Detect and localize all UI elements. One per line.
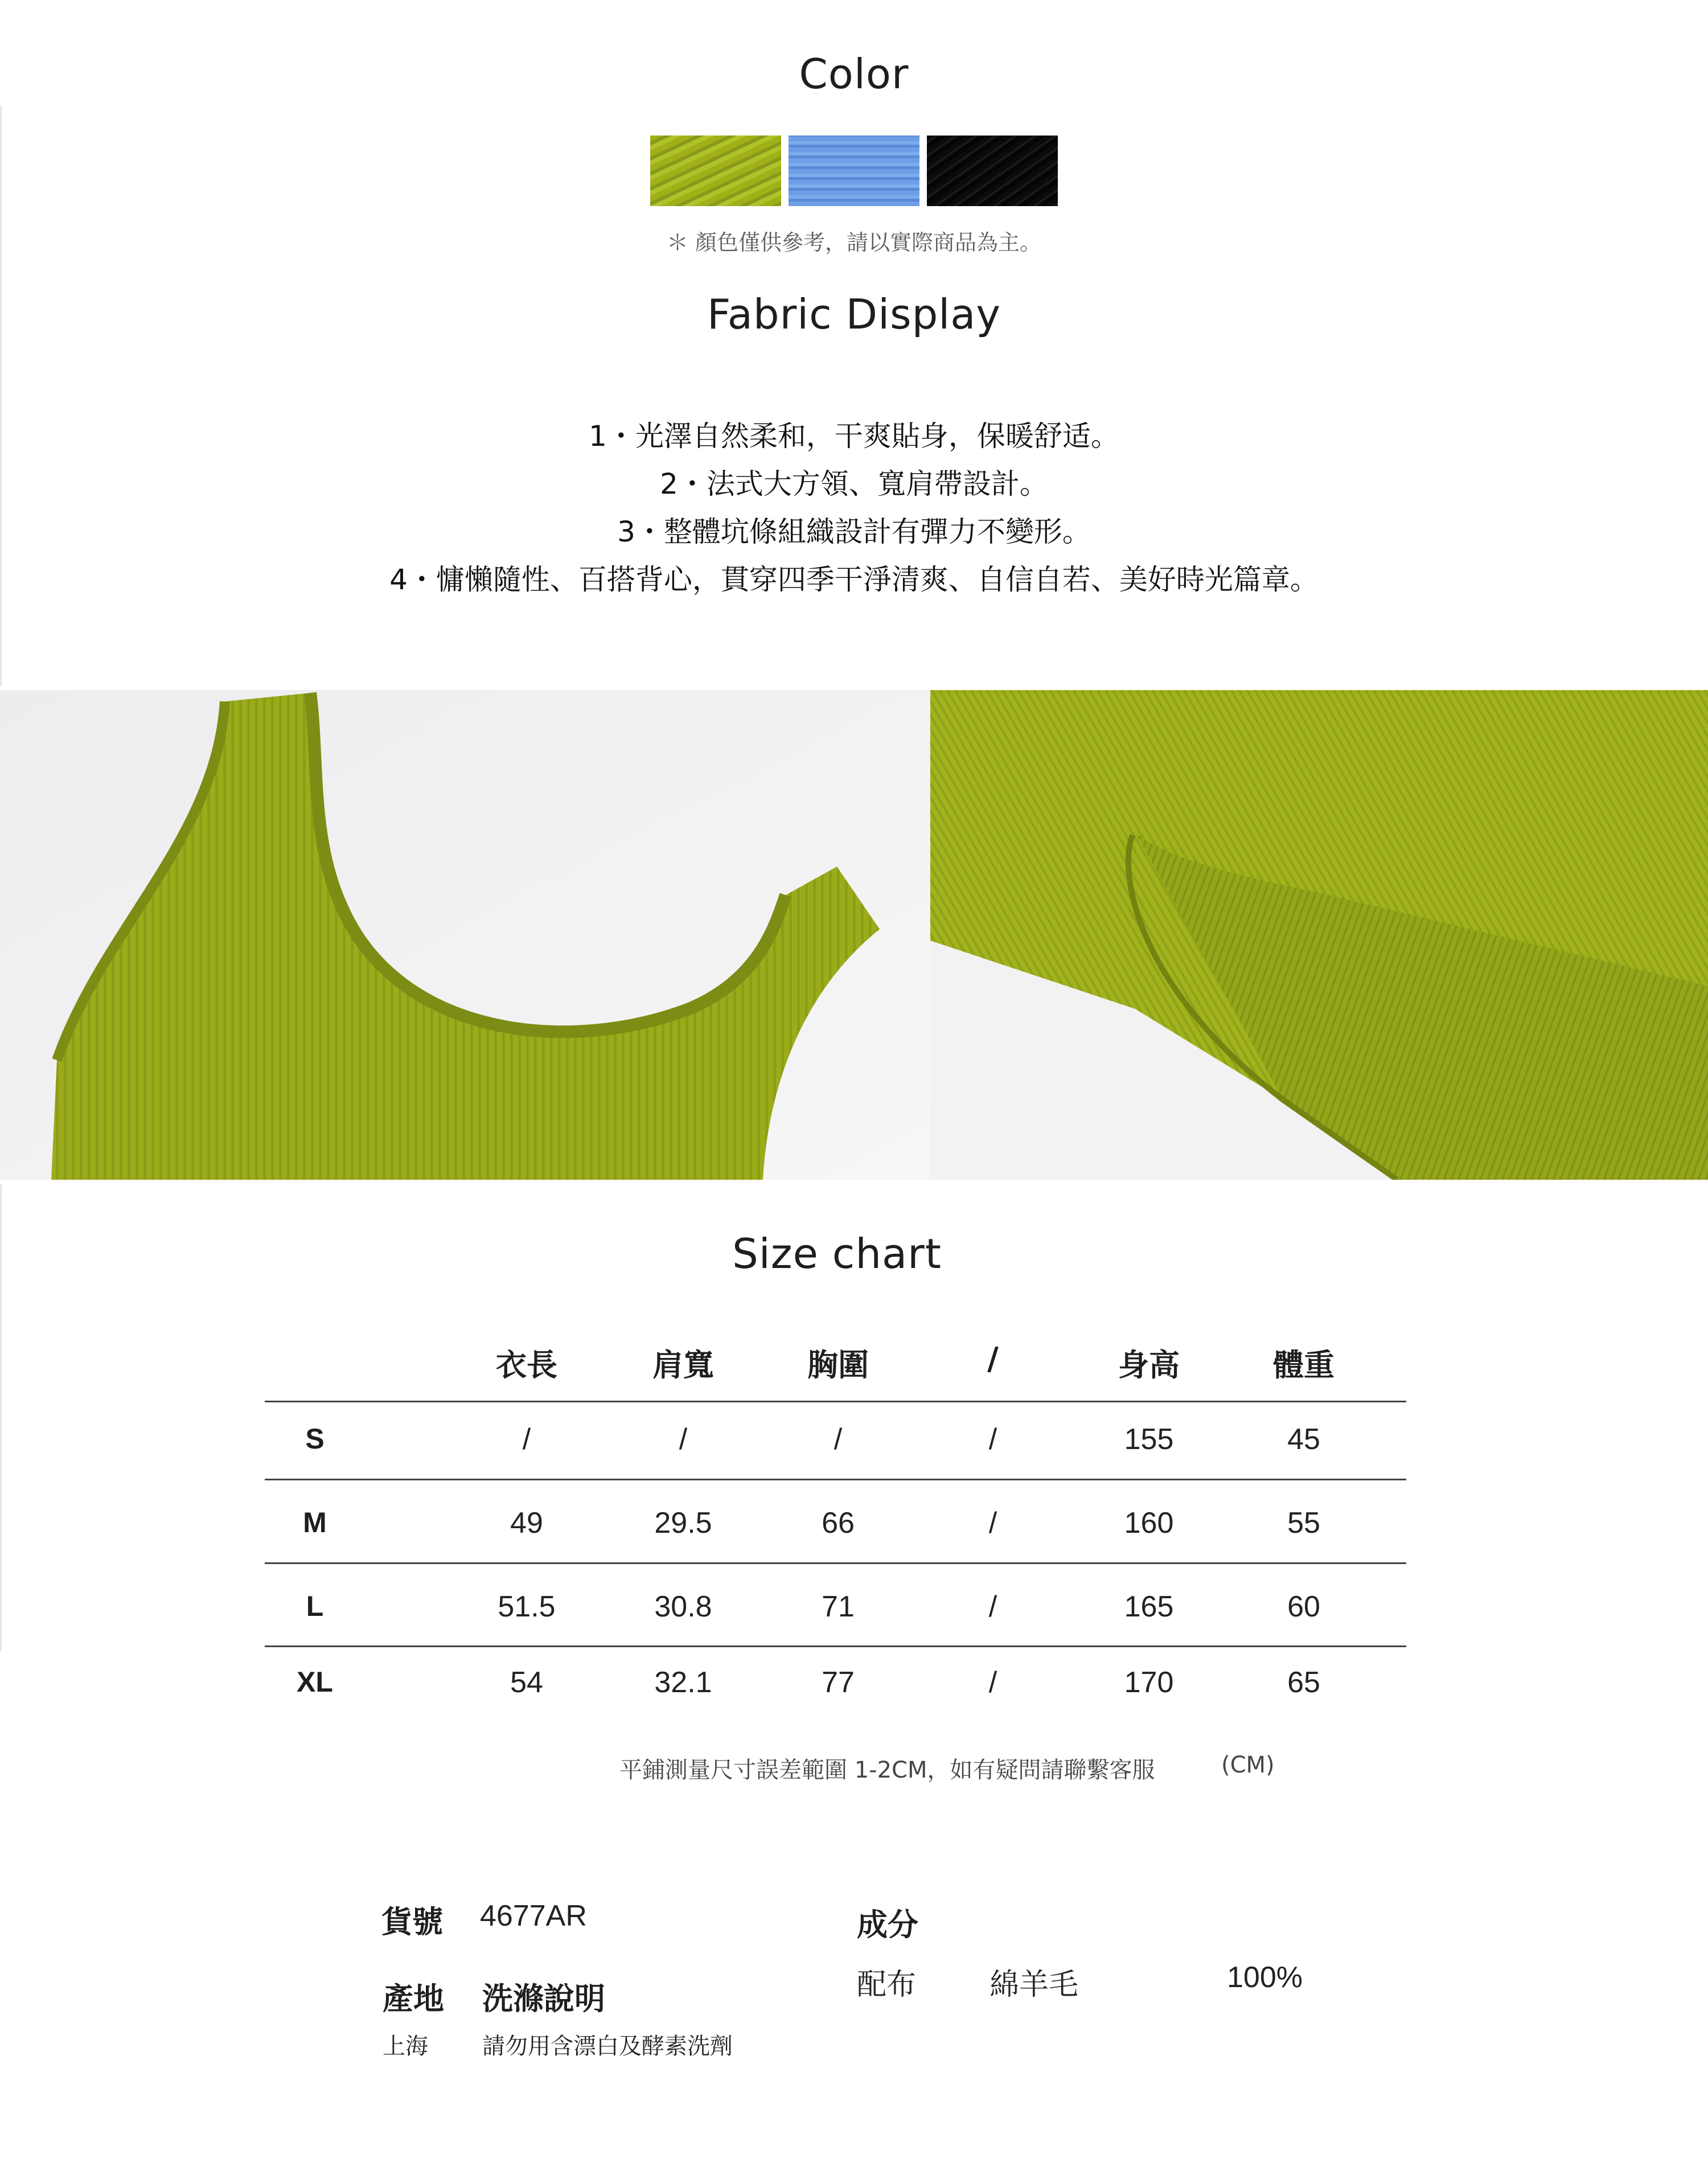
feature-item: 1・光澤自然柔和，干爽貼身，保暖舒适。: [589, 420, 1119, 453]
color-title: Color: [799, 50, 909, 98]
table-divider: [265, 1479, 1406, 1480]
table-cell: 170: [1124, 1666, 1174, 1699]
header-length: 衣長: [496, 1347, 557, 1383]
header-blank: /: [987, 1341, 999, 1377]
table-divider: [265, 1562, 1406, 1564]
feature-item: 2・法式大方領、寬肩帶設計。: [660, 467, 1048, 500]
header-weight: 體重: [1273, 1347, 1335, 1383]
header-chest: 胸圍: [807, 1347, 869, 1383]
feature-item: 4・慵懶隨性、百搭背心，貫穿四季干淨清爽、自信自若、美好時光篇章。: [389, 563, 1319, 596]
table-cell: 77: [822, 1666, 855, 1699]
table-cell: 32.1: [654, 1666, 712, 1699]
table-cell: /: [679, 1423, 688, 1456]
table-cell: 71: [822, 1590, 855, 1623]
sku-value: 4677AR: [480, 1899, 587, 1932]
origin-label: 產地: [383, 1981, 444, 2017]
table-cell: 65: [1287, 1666, 1320, 1699]
table-cell: 54: [510, 1666, 543, 1699]
table-cell: /: [988, 1423, 997, 1456]
table-cell: 155: [1124, 1423, 1174, 1456]
sku-label: 貨號: [381, 1904, 443, 1940]
size-label-xl: XL: [297, 1666, 333, 1698]
black-swatch[interactable]: [927, 136, 1058, 206]
table-cell: /: [834, 1423, 843, 1456]
table-cell: /: [988, 1507, 997, 1540]
table-cell: 30.8: [654, 1590, 712, 1623]
composition-percent: 100%: [1227, 1961, 1303, 1994]
table-cell: 60: [1287, 1590, 1320, 1623]
header-height: 身高: [1118, 1347, 1180, 1383]
care-value: 請勿用含漂白及酵素洗劑: [482, 2033, 733, 2059]
composition-part: 配布: [857, 1968, 917, 2002]
table-divider: [265, 1401, 1406, 1402]
table-cell: 51.5: [498, 1590, 556, 1623]
table-cell: 160: [1124, 1507, 1174, 1540]
blue-swatch[interactable]: [789, 136, 919, 206]
fabric-title: Fabric Display: [707, 290, 1001, 338]
size-label-s: S: [305, 1423, 325, 1455]
header-shoulder: 肩寬: [652, 1347, 714, 1383]
feature-list: [0, 412, 1708, 604]
table-cell: /: [522, 1423, 531, 1456]
table-cell: 49: [510, 1507, 543, 1540]
garment-neckline-photo: [0, 690, 930, 1180]
origin-value: 上海: [383, 2033, 428, 2059]
table-cell: 29.5: [654, 1507, 712, 1540]
green-swatch[interactable]: [650, 136, 781, 206]
care-label: 洗滌說明: [482, 1981, 605, 2017]
table-cell: /: [988, 1590, 997, 1623]
size-chart-title: Size chart: [732, 1230, 942, 1278]
size-label-m: M: [303, 1507, 327, 1538]
unit-label: (CM): [1221, 1752, 1275, 1778]
measurement-note: 平鋪測量尺寸誤差範圍 1-2CM，如有疑問請聯繫客服: [619, 1757, 1155, 1783]
table-cell: 165: [1124, 1590, 1174, 1623]
color-note: ＊ 顏色僅供參考，請以實際商品為主。: [666, 230, 1042, 255]
size-label-l: L: [306, 1590, 324, 1622]
table-cell: 66: [822, 1507, 855, 1540]
composition-material: 綿羊毛: [990, 1968, 1079, 2002]
table-cell: 45: [1287, 1423, 1320, 1456]
fabric-closeup-photo: [930, 690, 1708, 1180]
table-cell: 55: [1287, 1507, 1320, 1540]
composition-label: 成分: [857, 1907, 918, 1943]
table-divider: [265, 1645, 1406, 1647]
table-cell: /: [988, 1666, 997, 1699]
feature-item: 3・整體坑條組織設計有彈力不變形。: [617, 515, 1091, 548]
